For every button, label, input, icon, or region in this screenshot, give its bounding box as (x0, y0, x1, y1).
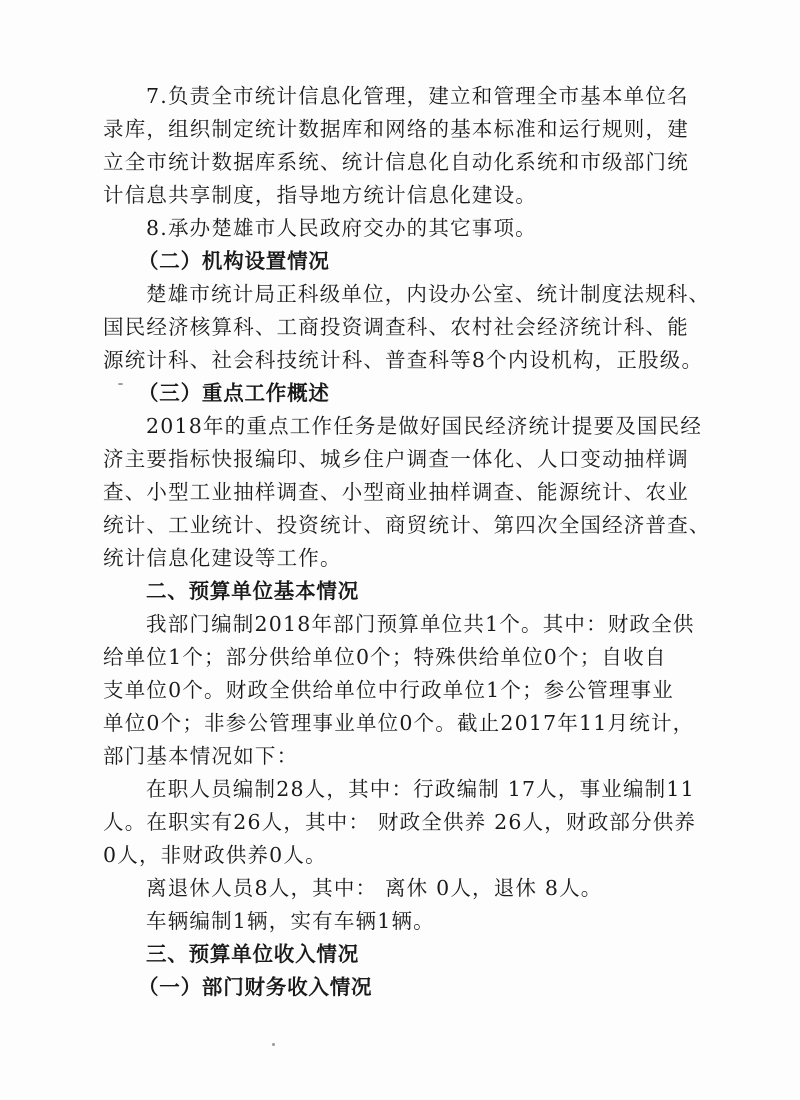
text-line-3: 立全市统计数据库系统、统计信息化自动化系统和市级部门统 (103, 150, 689, 174)
text-line-4: 计信息共享制度，指导地方统计信息化建设。 (103, 183, 537, 207)
section-heading-3: （三）重点工作概述 (138, 381, 330, 405)
scan-speck (272, 1043, 275, 1046)
text-line-2: 录库，组织制定统计数据库和网络的基本标准和运行规则，建 (103, 117, 689, 141)
text-line-20: 单位0个；非参公管理事业单位0个。截止2017年11月统计， (103, 711, 695, 735)
text-line-15: 统计信息化建设等工作。 (103, 546, 342, 570)
text-line-17: 我部门编制2018年部门预算单位共1个。其中：财政全供 (146, 612, 695, 636)
text-line-8: 国民经济核算科、工商投资调查科、农村社会经济统计科、能 (103, 315, 689, 339)
text-line-18: 给单位1个；部分供给单位0个；特殊供给单位0个；自收自 (103, 645, 667, 669)
text-line-23: 人。在职实有26人，其中： 财政全供养 26人，财政部分供养 (103, 810, 697, 834)
text-line-11: 2018年的重点工作任务是做好国民经济统计提要及国民经 (146, 414, 703, 438)
section-heading-budget-units: 二、预算单位基本情况 (146, 579, 359, 603)
scan-speck (118, 383, 123, 385)
text-line-19: 支单位0个。财政全供给单位中行政单位1个；参公管理事业 (103, 678, 674, 702)
text-line-25: 离退休人员8人，其中： 离休 0人，退休 8人。 (146, 876, 603, 900)
text-line-12: 济主要指标快报编印、城乡住户调查一体化、人口变动抽样调 (103, 447, 689, 471)
text-line-7: 楚雄市统计局正科级单位，内设办公室、统计制度法规科、 (146, 282, 711, 306)
text-line-26: 车辆编制1辆，实有车辆1辆。 (146, 909, 435, 933)
section-heading-budget-income: 三、预算单位收入情况 (146, 942, 359, 966)
text-line-24: 0人，非财政供养0人。 (103, 843, 327, 867)
text-line-13: 查、小型工业抽样调查、小型商业抽样调查、能源统计、农业 (103, 480, 689, 504)
section-heading-financial-income: （一）部门财务收入情况 (138, 975, 373, 999)
text-line-9: 源统计科、社会科技统计科、普查科等8个内设机构，正股级。 (103, 348, 704, 372)
text-line-5: 8.承办楚雄市人民政府交办的其它事项。 (146, 216, 537, 240)
text-line-22: 在职人员编制28人，其中：行政编制 17人，事业编制11 (146, 777, 695, 801)
section-heading-2: （二）机构设置情况 (138, 249, 330, 273)
text-line-14: 统计、工业统计、投资统计、商贸统计、第四次全国经济普查、 (103, 513, 711, 537)
text-line-1: 7.负责全市统计信息化管理，建立和管理全市基本单位名 (146, 84, 689, 108)
text-line-21: 部门基本情况如下： (103, 744, 299, 768)
